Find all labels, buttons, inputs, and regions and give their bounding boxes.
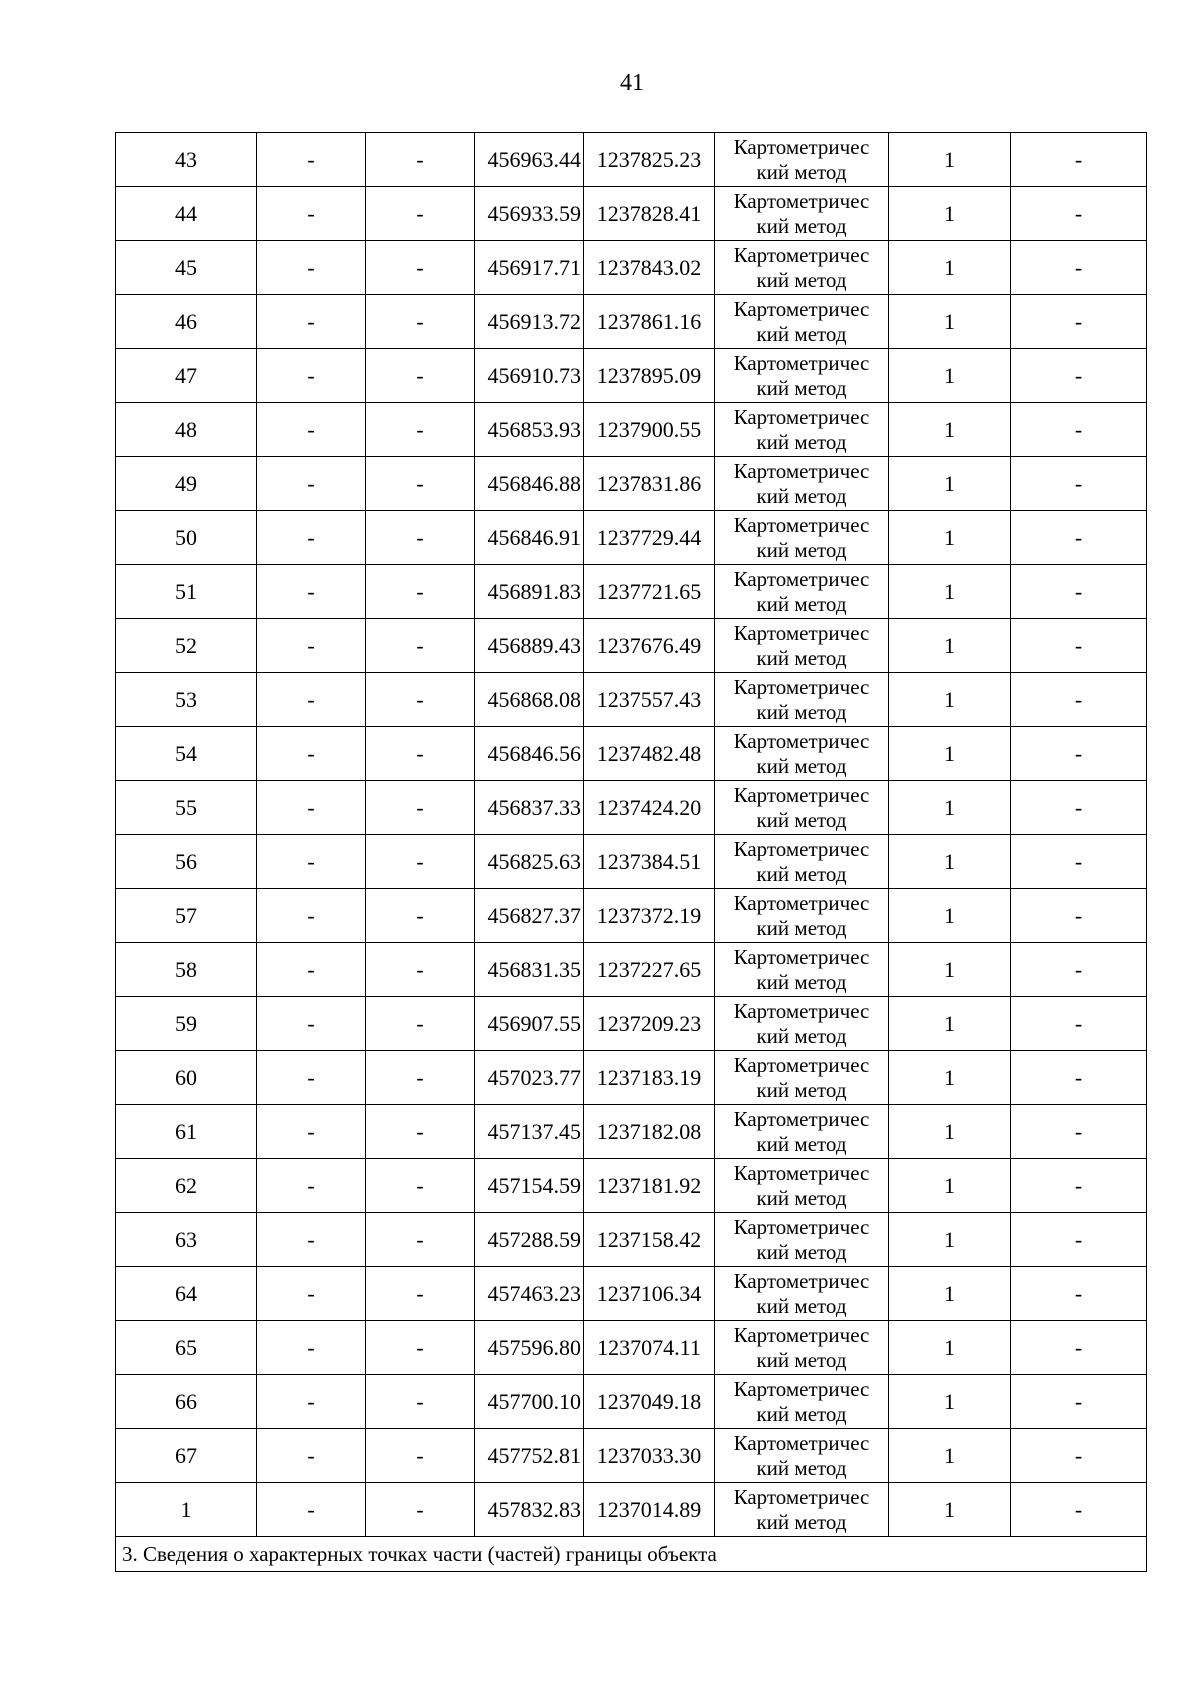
method-line-2: кий метод xyxy=(756,645,847,670)
method-line-1: Картометричес xyxy=(733,1376,870,1401)
empty-marker-cell: - xyxy=(1011,511,1147,565)
y-coordinate-cell: 1237106.34 xyxy=(584,1267,715,1321)
point-number-cell: 43 xyxy=(116,133,257,187)
empty-marker-cell: - xyxy=(366,511,475,565)
method-line-1: Картометричес xyxy=(733,1484,870,1509)
method-line-1: Картометричес xyxy=(733,1052,870,1077)
table-row xyxy=(116,295,1147,349)
accuracy-cell: 1 xyxy=(889,133,1011,187)
empty-marker-cell: - xyxy=(1011,1483,1147,1537)
table-row xyxy=(116,889,1147,943)
point-number-cell: 52 xyxy=(116,619,257,673)
method-line-1: Картометричес xyxy=(733,1430,870,1455)
y-coordinate-cell: 1237831.86 xyxy=(584,457,715,511)
method-line-2: кий метод xyxy=(756,753,847,778)
empty-marker-cell: - xyxy=(257,457,366,511)
method-cell xyxy=(715,349,889,403)
x-coordinate-cell: 457154.59 xyxy=(475,1159,584,1213)
accuracy-cell: 1 xyxy=(889,1159,1011,1213)
method-cell xyxy=(715,1159,889,1213)
empty-marker-cell: - xyxy=(366,781,475,835)
table-row xyxy=(116,133,1147,187)
page-number: 41 xyxy=(620,70,644,96)
empty-marker-cell: - xyxy=(1011,997,1147,1051)
accuracy-cell: 1 xyxy=(889,1375,1011,1429)
method-cell xyxy=(715,781,889,835)
table-row xyxy=(116,511,1147,565)
method-line-2: кий метод xyxy=(756,1023,847,1048)
empty-marker-cell: - xyxy=(366,1321,475,1375)
point-number-cell: 61 xyxy=(116,1105,257,1159)
empty-marker-cell: - xyxy=(257,727,366,781)
empty-marker-cell: - xyxy=(257,187,366,241)
x-coordinate-cell: 456868.08 xyxy=(475,673,584,727)
empty-marker-cell: - xyxy=(257,565,366,619)
x-coordinate-cell: 457288.59 xyxy=(475,1213,584,1267)
empty-marker-cell: - xyxy=(1011,943,1147,997)
empty-marker-cell: - xyxy=(366,1213,475,1267)
method-cell xyxy=(715,295,889,349)
method-line-1: Картометричес xyxy=(733,890,870,915)
accuracy-cell: 1 xyxy=(889,781,1011,835)
point-number-cell: 51 xyxy=(116,565,257,619)
x-coordinate-cell: 456963.44 xyxy=(475,133,584,187)
y-coordinate-cell: 1237372.19 xyxy=(584,889,715,943)
table-row xyxy=(116,835,1147,889)
y-coordinate-cell: 1237825.23 xyxy=(584,133,715,187)
empty-marker-cell: - xyxy=(366,1483,475,1537)
empty-marker-cell: - xyxy=(366,1051,475,1105)
y-coordinate-cell: 1237209.23 xyxy=(584,997,715,1051)
y-coordinate-cell: 1237828.41 xyxy=(584,187,715,241)
method-line-1: Картометричес xyxy=(733,728,870,753)
empty-marker-cell: - xyxy=(257,781,366,835)
point-number-cell: 49 xyxy=(116,457,257,511)
y-coordinate-cell: 1237861.16 xyxy=(584,295,715,349)
method-line-2: кий метод xyxy=(756,1239,847,1264)
empty-marker-cell: - xyxy=(1011,727,1147,781)
point-number-cell: 66 xyxy=(116,1375,257,1429)
table-row xyxy=(116,1375,1147,1429)
empty-marker-cell: - xyxy=(1011,133,1147,187)
empty-marker-cell: - xyxy=(1011,1213,1147,1267)
x-coordinate-cell: 457596.80 xyxy=(475,1321,584,1375)
y-coordinate-cell: 1237482.48 xyxy=(584,727,715,781)
method-line-2: кий метод xyxy=(756,375,847,400)
method-cell xyxy=(715,565,889,619)
method-line-2: кий метод xyxy=(756,699,847,724)
method-line-1: Картометричес xyxy=(733,242,870,267)
accuracy-cell: 1 xyxy=(889,1429,1011,1483)
accuracy-cell: 1 xyxy=(889,619,1011,673)
empty-marker-cell: - xyxy=(366,835,475,889)
empty-marker-cell: - xyxy=(366,403,475,457)
y-coordinate-cell: 1237900.55 xyxy=(584,403,715,457)
method-cell xyxy=(715,889,889,943)
method-line-1: Картометричес xyxy=(733,1106,870,1131)
method-line-2: кий метод xyxy=(756,1401,847,1426)
empty-marker-cell: - xyxy=(366,133,475,187)
y-coordinate-cell: 1237049.18 xyxy=(584,1375,715,1429)
x-coordinate-cell: 456917.71 xyxy=(475,241,584,295)
method-line-2: кий метод xyxy=(756,1077,847,1102)
accuracy-cell: 1 xyxy=(889,889,1011,943)
coordinates-table xyxy=(115,132,1147,1572)
empty-marker-cell: - xyxy=(1011,187,1147,241)
method-cell xyxy=(715,1267,889,1321)
method-line-1: Картометричес xyxy=(733,1160,870,1185)
method-line-1: Картометричес xyxy=(733,620,870,645)
empty-marker-cell: - xyxy=(366,997,475,1051)
method-cell xyxy=(715,673,889,727)
accuracy-cell: 1 xyxy=(889,1051,1011,1105)
point-number-cell: 47 xyxy=(116,349,257,403)
table-body xyxy=(116,133,1147,1537)
method-line-1: Картометричес xyxy=(733,566,870,591)
empty-marker-cell: - xyxy=(257,943,366,997)
point-number-cell: 63 xyxy=(116,1213,257,1267)
table-row xyxy=(116,1159,1147,1213)
y-coordinate-cell: 1237721.65 xyxy=(584,565,715,619)
empty-marker-cell: - xyxy=(366,241,475,295)
x-coordinate-cell: 457832.83 xyxy=(475,1483,584,1537)
table-row xyxy=(116,727,1147,781)
x-coordinate-cell: 457023.77 xyxy=(475,1051,584,1105)
method-line-2: кий метод xyxy=(756,1293,847,1318)
y-coordinate-cell: 1237557.43 xyxy=(584,673,715,727)
y-coordinate-cell: 1237895.09 xyxy=(584,349,715,403)
accuracy-cell: 1 xyxy=(889,457,1011,511)
table-row xyxy=(116,943,1147,997)
method-cell xyxy=(715,1429,889,1483)
empty-marker-cell: - xyxy=(366,1375,475,1429)
point-number-cell: 56 xyxy=(116,835,257,889)
empty-marker-cell: - xyxy=(257,511,366,565)
empty-marker-cell: - xyxy=(1011,295,1147,349)
method-cell xyxy=(715,133,889,187)
table-row xyxy=(116,1483,1147,1537)
accuracy-cell: 1 xyxy=(889,1267,1011,1321)
point-number-cell: 67 xyxy=(116,1429,257,1483)
point-number-cell: 46 xyxy=(116,295,257,349)
empty-marker-cell: - xyxy=(257,295,366,349)
point-number-cell: 60 xyxy=(116,1051,257,1105)
point-number-cell: 50 xyxy=(116,511,257,565)
point-number-cell: 48 xyxy=(116,403,257,457)
empty-marker-cell: - xyxy=(257,835,366,889)
method-line-1: Картометричес xyxy=(733,296,870,321)
empty-marker-cell: - xyxy=(1011,565,1147,619)
point-number-cell: 44 xyxy=(116,187,257,241)
table-row xyxy=(116,997,1147,1051)
y-coordinate-cell: 1237227.65 xyxy=(584,943,715,997)
x-coordinate-cell: 456907.55 xyxy=(475,997,584,1051)
method-line-1: Картометричес xyxy=(733,1322,870,1347)
method-line-2: кий метод xyxy=(756,1131,847,1156)
point-number-cell: 57 xyxy=(116,889,257,943)
empty-marker-cell: - xyxy=(366,1159,475,1213)
empty-marker-cell: - xyxy=(257,133,366,187)
method-line-1: Картометричес xyxy=(733,134,870,159)
empty-marker-cell: - xyxy=(1011,1051,1147,1105)
x-coordinate-cell: 456891.83 xyxy=(475,565,584,619)
method-cell xyxy=(715,1105,889,1159)
accuracy-cell: 1 xyxy=(889,1321,1011,1375)
method-line-1: Картометричес xyxy=(733,350,870,375)
table-row xyxy=(116,1321,1147,1375)
method-line-2: кий метод xyxy=(756,969,847,994)
empty-marker-cell: - xyxy=(1011,1375,1147,1429)
empty-marker-cell: - xyxy=(257,1213,366,1267)
point-number-cell: 55 xyxy=(116,781,257,835)
x-coordinate-cell: 456831.35 xyxy=(475,943,584,997)
y-coordinate-cell: 1237158.42 xyxy=(584,1213,715,1267)
empty-marker-cell: - xyxy=(1011,619,1147,673)
point-number-cell: 59 xyxy=(116,997,257,1051)
x-coordinate-cell: 456837.33 xyxy=(475,781,584,835)
empty-marker-cell: - xyxy=(257,1375,366,1429)
table-row xyxy=(116,565,1147,619)
method-line-2: кий метод xyxy=(756,861,847,886)
method-line-1: Картометричес xyxy=(733,188,870,213)
empty-marker-cell: - xyxy=(366,889,475,943)
point-number-cell: 62 xyxy=(116,1159,257,1213)
method-line-1: Картометричес xyxy=(733,998,870,1023)
empty-marker-cell: - xyxy=(366,565,475,619)
accuracy-cell: 1 xyxy=(889,349,1011,403)
method-cell xyxy=(715,1321,889,1375)
empty-marker-cell: - xyxy=(366,187,475,241)
accuracy-cell: 1 xyxy=(889,1105,1011,1159)
x-coordinate-cell: 456846.56 xyxy=(475,727,584,781)
method-line-2: кий метод xyxy=(756,213,847,238)
method-line-1: Картометричес xyxy=(733,1214,870,1239)
empty-marker-cell: - xyxy=(366,1105,475,1159)
method-line-1: Картометричес xyxy=(733,512,870,537)
empty-marker-cell: - xyxy=(257,997,366,1051)
method-line-2: кий метод xyxy=(756,429,847,454)
point-number-cell: 1 xyxy=(116,1483,257,1537)
empty-marker-cell: - xyxy=(366,727,475,781)
empty-marker-cell: - xyxy=(366,673,475,727)
method-line-1: Картометричес xyxy=(733,782,870,807)
empty-marker-cell: - xyxy=(1011,1105,1147,1159)
empty-marker-cell: - xyxy=(257,1267,366,1321)
accuracy-cell: 1 xyxy=(889,1213,1011,1267)
method-cell xyxy=(715,1051,889,1105)
method-cell xyxy=(715,997,889,1051)
x-coordinate-cell: 457137.45 xyxy=(475,1105,584,1159)
empty-marker-cell: - xyxy=(366,1267,475,1321)
accuracy-cell: 1 xyxy=(889,241,1011,295)
y-coordinate-cell: 1237729.44 xyxy=(584,511,715,565)
y-coordinate-cell: 1237676.49 xyxy=(584,619,715,673)
empty-marker-cell: - xyxy=(1011,349,1147,403)
x-coordinate-cell: 457700.10 xyxy=(475,1375,584,1429)
empty-marker-cell: - xyxy=(1011,1429,1147,1483)
method-line-1: Картометричес xyxy=(733,674,870,699)
method-cell xyxy=(715,457,889,511)
empty-marker-cell: - xyxy=(257,889,366,943)
empty-marker-cell: - xyxy=(1011,835,1147,889)
section-caption: 3. Сведения о характерных точках части (частей) границы объекта xyxy=(116,1537,1147,1572)
method-line-1: Картометричес xyxy=(733,404,870,429)
y-coordinate-cell: 1237843.02 xyxy=(584,241,715,295)
x-coordinate-cell: 456910.73 xyxy=(475,349,584,403)
method-line-2: кий метод xyxy=(756,483,847,508)
x-coordinate-cell: 456846.91 xyxy=(475,511,584,565)
method-line-1: Картометричес xyxy=(733,458,870,483)
table-row xyxy=(116,781,1147,835)
table-row xyxy=(116,1429,1147,1483)
method-line-2: кий метод xyxy=(756,1509,847,1534)
y-coordinate-cell: 1237033.30 xyxy=(584,1429,715,1483)
empty-marker-cell: - xyxy=(257,241,366,295)
table-row xyxy=(116,457,1147,511)
point-number-cell: 65 xyxy=(116,1321,257,1375)
accuracy-cell: 1 xyxy=(889,727,1011,781)
table-row xyxy=(116,349,1147,403)
empty-marker-cell: - xyxy=(257,1105,366,1159)
accuracy-cell: 1 xyxy=(889,1483,1011,1537)
table-row xyxy=(116,1051,1147,1105)
method-line-2: кий метод xyxy=(756,537,847,562)
method-cell xyxy=(715,511,889,565)
point-number-cell: 54 xyxy=(116,727,257,781)
y-coordinate-cell: 1237181.92 xyxy=(584,1159,715,1213)
accuracy-cell: 1 xyxy=(889,187,1011,241)
empty-marker-cell: - xyxy=(257,1159,366,1213)
empty-marker-cell: - xyxy=(257,349,366,403)
method-cell xyxy=(715,241,889,295)
x-coordinate-cell: 456913.72 xyxy=(475,295,584,349)
point-number-cell: 53 xyxy=(116,673,257,727)
empty-marker-cell: - xyxy=(257,619,366,673)
accuracy-cell: 1 xyxy=(889,673,1011,727)
empty-marker-cell: - xyxy=(257,403,366,457)
method-cell xyxy=(715,619,889,673)
method-cell xyxy=(715,727,889,781)
method-line-1: Картометричес xyxy=(733,836,870,861)
method-line-1: Картометричес xyxy=(733,944,870,969)
empty-marker-cell: - xyxy=(1011,1159,1147,1213)
x-coordinate-cell: 456889.43 xyxy=(475,619,584,673)
footer-row xyxy=(116,1537,1147,1572)
empty-marker-cell: - xyxy=(257,673,366,727)
x-coordinate-cell: 456846.88 xyxy=(475,457,584,511)
method-line-2: кий метод xyxy=(756,267,847,292)
method-line-2: кий метод xyxy=(756,1455,847,1480)
y-coordinate-cell: 1237384.51 xyxy=(584,835,715,889)
method-line-2: кий метод xyxy=(756,159,847,184)
table-row xyxy=(116,1105,1147,1159)
y-coordinate-cell: 1237014.89 xyxy=(584,1483,715,1537)
x-coordinate-cell: 456827.37 xyxy=(475,889,584,943)
method-cell xyxy=(715,835,889,889)
empty-marker-cell: - xyxy=(1011,673,1147,727)
x-coordinate-cell: 456933.59 xyxy=(475,187,584,241)
empty-marker-cell: - xyxy=(1011,457,1147,511)
y-coordinate-cell: 1237074.11 xyxy=(584,1321,715,1375)
y-coordinate-cell: 1237182.08 xyxy=(584,1105,715,1159)
empty-marker-cell: - xyxy=(257,1483,366,1537)
point-number-cell: 58 xyxy=(116,943,257,997)
y-coordinate-cell: 1237183.19 xyxy=(584,1051,715,1105)
x-coordinate-cell: 457752.81 xyxy=(475,1429,584,1483)
table-row xyxy=(116,1213,1147,1267)
point-number-cell: 64 xyxy=(116,1267,257,1321)
x-coordinate-cell: 457463.23 xyxy=(475,1267,584,1321)
x-coordinate-cell: 456853.93 xyxy=(475,403,584,457)
method-cell xyxy=(715,943,889,997)
empty-marker-cell: - xyxy=(257,1321,366,1375)
accuracy-cell: 1 xyxy=(889,997,1011,1051)
table-row xyxy=(116,619,1147,673)
method-cell xyxy=(715,187,889,241)
accuracy-cell: 1 xyxy=(889,835,1011,889)
method-line-2: кий метод xyxy=(756,1185,847,1210)
table-row xyxy=(116,1267,1147,1321)
y-coordinate-cell: 1237424.20 xyxy=(584,781,715,835)
table-row xyxy=(116,403,1147,457)
empty-marker-cell: - xyxy=(366,295,475,349)
method-cell xyxy=(715,1483,889,1537)
empty-marker-cell: - xyxy=(1011,1267,1147,1321)
empty-marker-cell: - xyxy=(1011,403,1147,457)
method-cell xyxy=(715,1375,889,1429)
empty-marker-cell: - xyxy=(366,457,475,511)
empty-marker-cell: - xyxy=(366,1429,475,1483)
method-cell xyxy=(715,403,889,457)
x-coordinate-cell: 456825.63 xyxy=(475,835,584,889)
empty-marker-cell: - xyxy=(366,943,475,997)
method-line-2: кий метод xyxy=(756,591,847,616)
accuracy-cell: 1 xyxy=(889,403,1011,457)
method-line-2: кий метод xyxy=(756,321,847,346)
method-line-2: кий метод xyxy=(756,915,847,940)
method-line-1: Картометричес xyxy=(733,1268,870,1293)
table-row xyxy=(116,673,1147,727)
empty-marker-cell: - xyxy=(366,619,475,673)
method-line-2: кий метод xyxy=(756,807,847,832)
accuracy-cell: 1 xyxy=(889,295,1011,349)
table-row xyxy=(116,187,1147,241)
empty-marker-cell: - xyxy=(366,349,475,403)
table-row xyxy=(116,241,1147,295)
empty-marker-cell: - xyxy=(257,1429,366,1483)
empty-marker-cell: - xyxy=(1011,1321,1147,1375)
empty-marker-cell: - xyxy=(1011,781,1147,835)
method-cell xyxy=(715,1213,889,1267)
point-number-cell: 45 xyxy=(116,241,257,295)
accuracy-cell: 1 xyxy=(889,565,1011,619)
method-line-2: кий метод xyxy=(756,1347,847,1372)
empty-marker-cell: - xyxy=(1011,241,1147,295)
empty-marker-cell: - xyxy=(1011,889,1147,943)
accuracy-cell: 1 xyxy=(889,511,1011,565)
empty-marker-cell: - xyxy=(257,1051,366,1105)
accuracy-cell: 1 xyxy=(889,943,1011,997)
